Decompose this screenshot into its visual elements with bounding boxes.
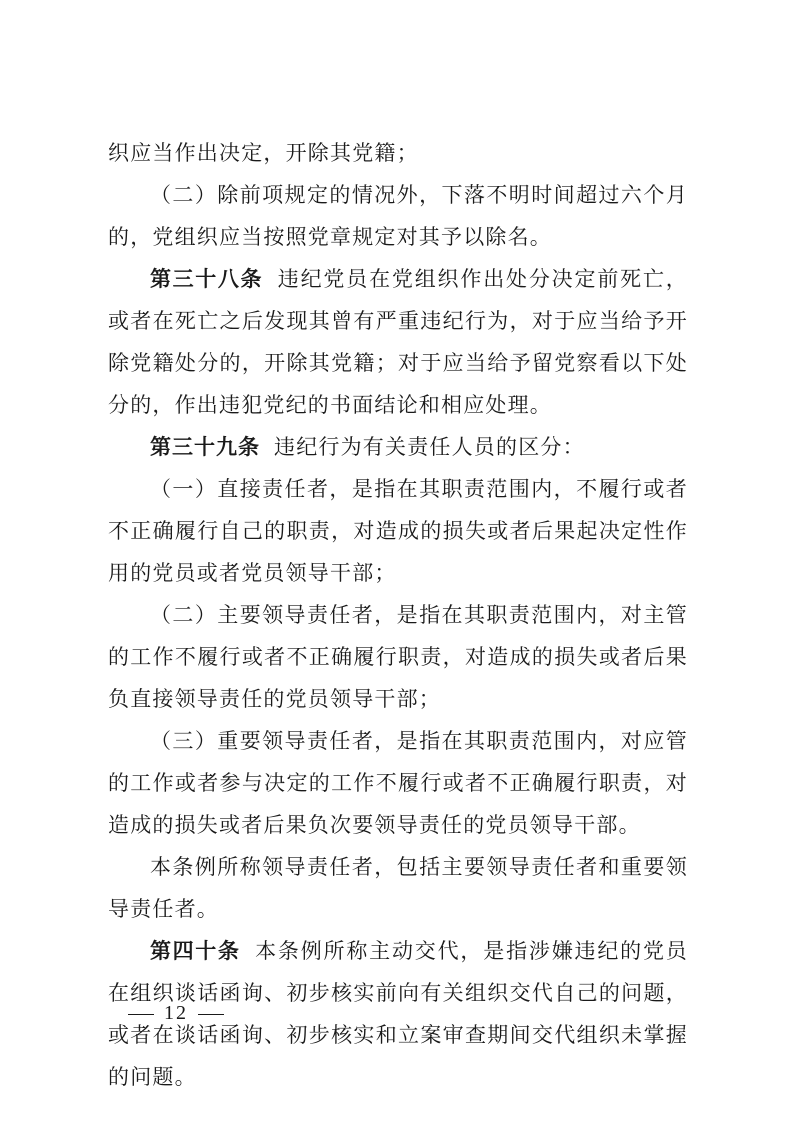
article-heading: 第三十八条 <box>150 267 264 291</box>
paragraph-text: 违纪党员在党组织作出处分决定前死亡，或者在死亡之后发现其曾有严重违纪行为，对于应当给予开除党籍处分的，开除其党籍；对于应当给予留党察看以下处分的，作出违犯党纪的书面结论和相应处理。 <box>108 267 689 417</box>
paragraph <box>108 594 688 720</box>
paragraph <box>108 720 688 846</box>
article-heading: 第三十九条 <box>150 435 260 459</box>
paragraph-text: （一）直接责任者，是指在其职责范围内，不履行或者不正确履行自己的职责，对造成的损失或者后果起决定性作用的党员或者党员领导干部； <box>108 477 688 585</box>
paragraph-text: （二）主要领导责任者，是指在其职责范围内，对主管的工作不履行或者不正确履行职责，对造成的损失或者后果负直接领导责任的党员领导干部； <box>108 603 688 711</box>
paragraph <box>108 468 688 594</box>
page-number-footer <box>118 1002 234 1025</box>
paragraph <box>108 174 688 258</box>
paragraph <box>108 846 688 930</box>
body-text <box>108 132 688 1098</box>
paragraph <box>108 132 688 174</box>
paragraph-text: 违纪行为有关责任人员的区分： <box>274 435 585 459</box>
paragraph-text: 本条例所称领导责任者，包括主要领导责任者和重要领导责任者。 <box>108 855 688 921</box>
paragraph-text: （三）重要领导责任者，是指在其职责范围内，对应管的工作或者参与决定的工作不履行或者不正确履行职责，对造成的损失或者后果负次要领导责任的党员领导干部。 <box>108 729 688 837</box>
page-number-left-dash <box>128 1014 154 1015</box>
page-number: 12 <box>164 1002 188 1024</box>
page-number-right-dash <box>198 1014 224 1015</box>
paragraph-text: （二）除前项规定的情况外，下落不明时间超过六个月的，党组织应当按照党章规定对其予以除名。 <box>108 183 688 249</box>
paragraph-text: 本条例所称主动交代，是指涉嫌违纪的党员在组织谈话函询、初步核实前向有关组织交代自己的问题，或者在谈话函询、初步核实和立案审查期间交代组织未掌握的问题。 <box>108 939 688 1089</box>
article-heading: 第四十条 <box>150 939 241 963</box>
paragraph-text: 织应当作出决定，开除其党籍； <box>108 141 419 165</box>
paragraph <box>108 258 688 426</box>
paragraph <box>108 426 688 468</box>
